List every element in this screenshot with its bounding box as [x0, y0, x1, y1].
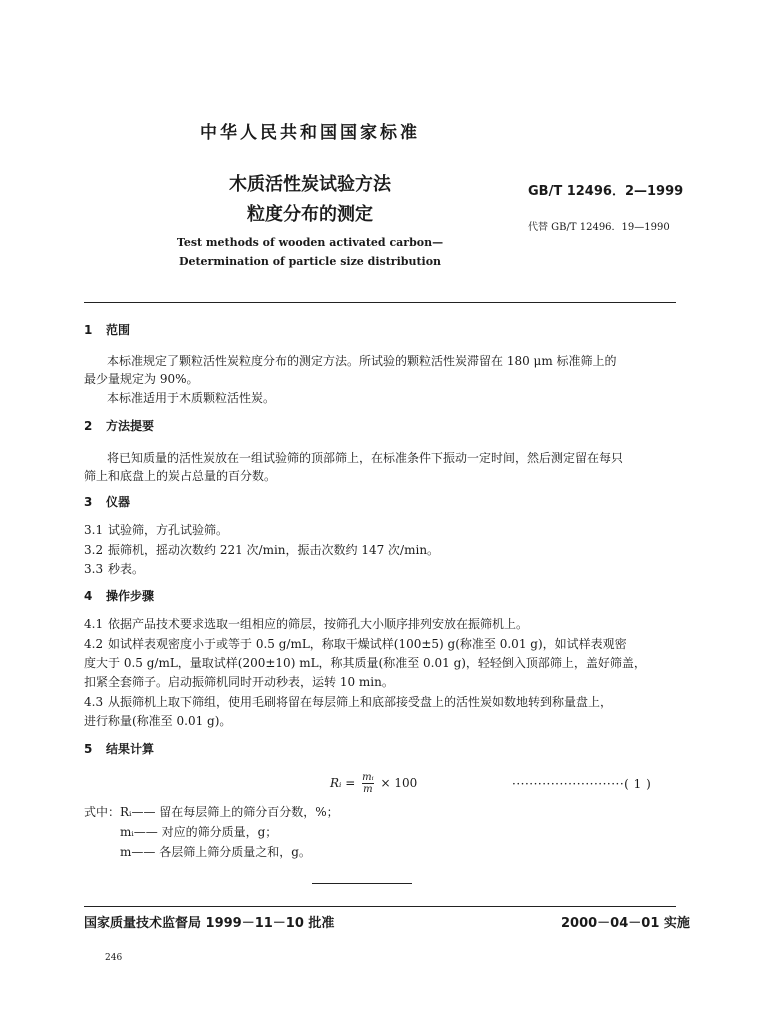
formula-lhs: Rᵢ =: [330, 776, 356, 790]
section-2-paragraph-line1: 将已知质量的活性炭放在一组试验筛的顶部筛上，在标准条件下振动一定时间，然后测定留在每只: [107, 451, 624, 465]
footer-divider: [84, 906, 676, 907]
section-2-paragraph-line2: 筛上和底盘上的炭占总量的百分数。: [84, 469, 277, 483]
section-3-item-3: 3.3 秒表。: [84, 562, 145, 576]
formula-rhs: × 100: [380, 776, 418, 790]
section-3-heading: 3 仪器: [84, 495, 131, 509]
formula: [330, 772, 417, 795]
standard-number: GB/T 12496．2—1999: [528, 184, 684, 199]
english-title-line2: Determination of particle size distribution: [178, 255, 442, 268]
implementation-date: 2000－04－01 实施: [561, 916, 690, 931]
national-standard-title: 中华人民共和国国家标准: [200, 123, 420, 143]
approval-date: 国家质量技术监督局 1999－11－10 批准: [84, 916, 335, 931]
where-line-1: 式中：Rᵢ—— 留在每层筛上的筛分百分数，%；: [84, 805, 339, 819]
section-4-heading: 4 操作步骤: [84, 589, 155, 603]
document-title-line2: 粒度分布的测定: [247, 204, 373, 225]
section-4-item-2-line1: 4.2 如试样表观密度小于或等于 0.5 g/mL，称取干燥试样(100±5) g(称准至 0.01 g)，如试样表观密: [84, 637, 627, 651]
section-3-item-2: 3.2 振筛机，摇动次数约 221 次/min，振击次数约 147 次/min。: [84, 543, 440, 557]
section-1-paragraph-1-line1: 本标准规定了颗粒活性炭粒度分布的测定方法。所试验的颗粒活性炭滞留在 180 μm 标准筛上的: [107, 354, 617, 368]
formula-denominator: m: [363, 784, 373, 795]
section-5-heading: 5 结果计算: [84, 742, 155, 756]
formula-numerator: mᵢ: [362, 772, 374, 783]
section-1-heading: 1 范围: [84, 323, 131, 337]
end-of-text-rule: [312, 883, 412, 884]
where-line-2: mᵢ—— 对应的筛分质量，g；: [120, 825, 278, 839]
section-1-paragraph-2: 本标准适用于木质颗粒活性炭。: [107, 391, 276, 405]
section-4-item-3-line1: 4.3 从振筛机上取下筛组，使用毛刷将留在每层筛上和底部接受盘上的活性炭如数地转到称量盘上，: [84, 695, 613, 709]
page-number: 246: [105, 953, 123, 963]
header-divider: [84, 302, 676, 303]
section-4-item-2-line3: 扣紧全套筛子。启动振筛机同时开动秒表，运转 10 min。: [84, 675, 394, 689]
replaces-standard: 代替 GB/T 12496．19—1990: [528, 222, 670, 233]
section-3-item-1: 3.1 试验筛，方孔试验筛。: [84, 523, 229, 537]
section-4-item-2-line2: 度大于 0.5 g/mL，量取试样(200±10) mL，称其质量(称准至 0.01 g)，轻轻倒入顶部筛上，盖好筛盖，: [84, 656, 646, 670]
section-2-heading: 2 方法提要: [84, 419, 155, 433]
equation-number: ··························( 1 ): [512, 777, 652, 791]
section-4-item-1: 4.1 依据产品技术要求选取一组相应的筛层，按筛孔大小顺序排列安放在振筛机上。: [84, 617, 529, 631]
document-title-line1: 木质活性炭试验方法: [229, 174, 391, 195]
where-line-3: m—— 各层筛上筛分质量之和，g。: [120, 845, 311, 859]
formula-fraction: [362, 772, 374, 795]
section-1-paragraph-1-line2: 最少量规定为 90%。: [84, 372, 199, 386]
english-title-line1: Test methods of wooden activated carbon—: [176, 236, 444, 249]
section-4-item-3-line2: 进行称量(称准至 0.01 g)。: [84, 714, 232, 728]
